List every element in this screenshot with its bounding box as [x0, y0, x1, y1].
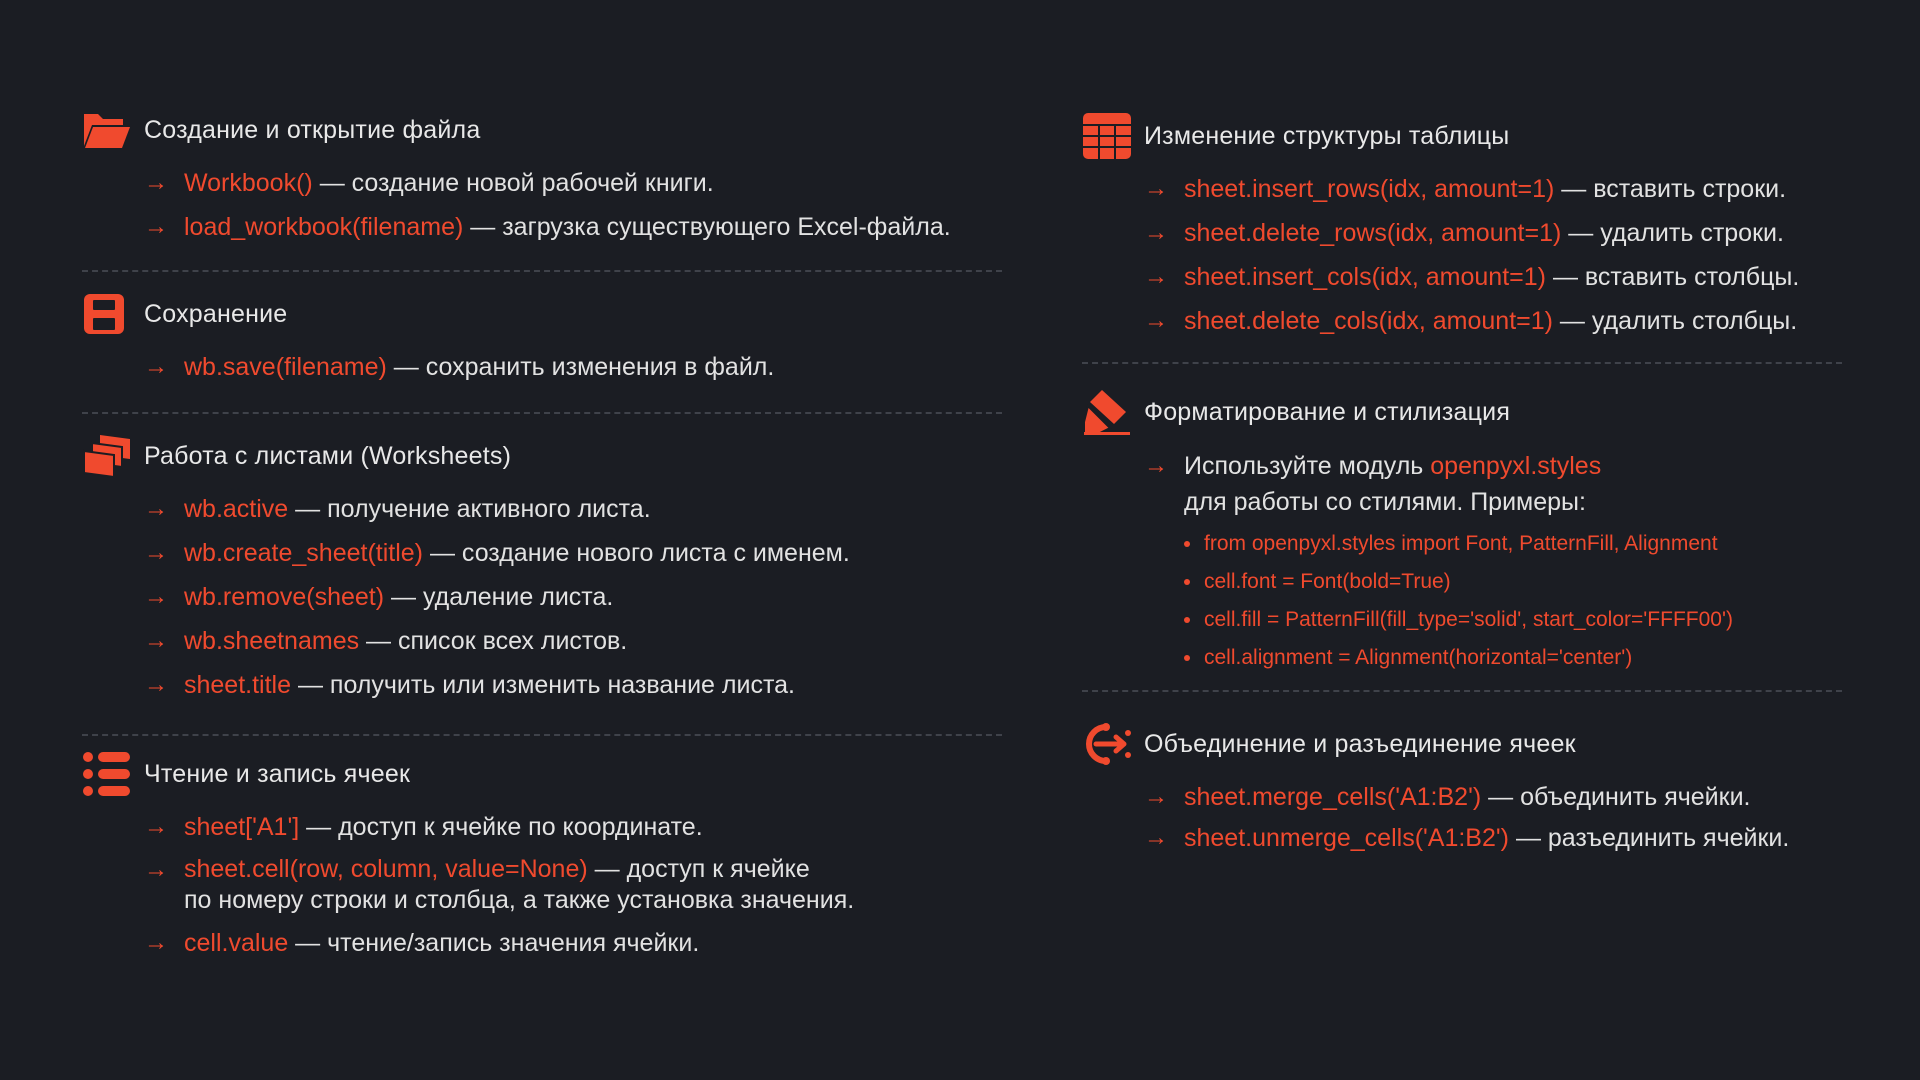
item-description: — удаление листа.	[384, 583, 614, 611]
code-snippet: cell.value	[184, 929, 289, 957]
item-description: — чтение/запись значения ячейки.	[288, 929, 700, 957]
code-snippet: Workbook()	[184, 169, 313, 197]
bullet-dot-icon	[1184, 655, 1190, 661]
section-title: Чтение и запись ячеек	[144, 759, 411, 788]
code-snippet: sheet.cell(row, column, value=None)	[184, 855, 588, 883]
arrow-icon: →	[144, 671, 168, 698]
section-header	[1082, 720, 1842, 768]
arrow-icon: →	[144, 583, 168, 610]
section-title: Форматирование и стилизация	[1144, 397, 1511, 426]
item-description: — создание новой рабочей книги.	[312, 169, 714, 197]
code-snippet: sheet.delete_cols(idx, amount=1)	[1184, 307, 1553, 335]
example-code: cell.alignment = Alignment(horizontal='center')	[1204, 646, 1633, 669]
table-grid-icon	[1082, 112, 1134, 160]
section-format	[1082, 388, 1842, 682]
list-item	[144, 668, 1002, 702]
example-item	[1184, 644, 1842, 672]
code-snippet: load_workbook(filename)	[184, 213, 464, 241]
item-description: — получить или изменить название листа.	[291, 671, 795, 699]
code-snippet: wb.remove(sheet)	[184, 583, 385, 611]
item-description: — доступ к ячейке	[587, 855, 810, 883]
stacked-sheets-icon	[82, 432, 134, 480]
arrow-icon: →	[144, 627, 168, 654]
item-description: — вставить столбцы.	[1546, 263, 1800, 291]
section-header	[82, 106, 1002, 154]
example-code: cell.font = Font(bold=True)	[1204, 570, 1451, 593]
arrow-icon: →	[1144, 452, 1168, 479]
list-item	[1144, 172, 1842, 206]
item-list	[1144, 172, 1842, 338]
section-divider	[1082, 362, 1842, 364]
item-description: — загрузка существующего Excel-файла.	[463, 213, 951, 241]
folder-icon	[82, 106, 134, 154]
list-item	[144, 536, 1002, 570]
example-code: from openpyxl.styles import Font, PatternFill, Alignment	[1204, 532, 1718, 555]
list-item	[144, 210, 1002, 244]
section-save	[82, 290, 1002, 394]
item-description: — объединить ячейки.	[1481, 783, 1751, 811]
merge-cells-icon	[1082, 720, 1134, 768]
arrow-icon: →	[1144, 307, 1168, 334]
arrow-icon: →	[1144, 175, 1168, 202]
list-item	[144, 580, 1002, 614]
code-snippet: sheet.title	[184, 671, 292, 699]
code-snippet: wb.create_sheet(title)	[184, 539, 424, 567]
item-list	[144, 350, 1002, 384]
section-merge	[1082, 720, 1842, 865]
list-item	[144, 926, 1002, 960]
list-item	[144, 810, 1002, 844]
code-snippet: sheet.insert_rows(idx, amount=1)	[1184, 175, 1555, 203]
section-title: Создание и открытие файла	[144, 115, 481, 144]
section-header	[1082, 388, 1842, 436]
list-item	[144, 854, 1002, 916]
bullet-dot-icon	[1184, 579, 1190, 585]
arrow-icon: →	[1144, 783, 1168, 810]
section-header	[1082, 112, 1842, 160]
item-description-continued: по номеру строки и столбца, а также установка значения.	[184, 886, 855, 914]
item-description: — сохранить изменения в файл.	[386, 353, 775, 381]
list-item	[144, 350, 1002, 384]
list-item	[1144, 304, 1842, 338]
code-snippet: sheet['A1']	[184, 813, 300, 841]
section-divider	[82, 270, 1002, 272]
item-list	[1144, 780, 1842, 855]
item-description: — разъединить ячейки.	[1509, 824, 1790, 852]
item-description: Используйте модуль	[1184, 452, 1431, 480]
section-title: Работа с листами (Worksheets)	[144, 441, 512, 470]
item-description: — удалить строки.	[1561, 219, 1784, 247]
item-description: — удалить столбцы.	[1552, 307, 1798, 335]
arrow-icon: →	[1144, 824, 1168, 851]
example-item	[1184, 568, 1842, 596]
list-item	[144, 492, 1002, 526]
example-item	[1184, 530, 1842, 558]
section-cells	[82, 750, 1002, 970]
section-divider	[1082, 690, 1842, 692]
section-file	[82, 106, 1002, 254]
item-description: — список всех листов.	[359, 627, 628, 655]
arrow-icon: →	[144, 813, 168, 840]
list-item	[1144, 216, 1842, 250]
section-title: Изменение структуры таблицы	[1144, 121, 1510, 150]
section-sheets	[82, 432, 1002, 712]
list-item	[144, 166, 1002, 200]
example-code: cell.fill = PatternFill(fill_type='solid', start_color='FFFF00')	[1204, 608, 1733, 631]
code-snippet: wb.save(filename)	[184, 353, 387, 381]
item-list	[144, 492, 1002, 702]
bullet-dot-icon	[1184, 617, 1190, 623]
item-description: — доступ к ячейке по координате.	[299, 813, 703, 841]
item-list	[1144, 448, 1842, 520]
section-header	[82, 432, 1002, 480]
example-item	[1184, 606, 1842, 634]
arrow-icon: →	[1144, 263, 1168, 290]
bullet-dot-icon	[1184, 541, 1190, 547]
section-title: Сохранение	[144, 299, 288, 328]
arrow-icon: →	[144, 353, 168, 380]
code-snippet: sheet.merge_cells('A1:B2')	[1184, 783, 1482, 811]
list-item	[1144, 821, 1842, 855]
arrow-icon: →	[1144, 219, 1168, 246]
code-snippet: openpyxl.styles	[1430, 452, 1602, 480]
item-description-continued: для работы со стилями. Примеры:	[1184, 488, 1586, 516]
list-item	[1144, 448, 1842, 520]
list-item	[144, 624, 1002, 658]
item-description: — получение активного листа.	[288, 495, 651, 523]
floppy-disk-icon	[82, 290, 134, 338]
code-snippet: sheet.unmerge_cells('A1:B2')	[1184, 824, 1509, 852]
section-header	[82, 750, 1002, 798]
code-snippet: wb.active	[184, 495, 289, 523]
paint-brush-icon	[1082, 388, 1134, 436]
section-divider	[82, 412, 1002, 414]
list-item	[1144, 260, 1842, 294]
code-snippet: sheet.delete_rows(idx, amount=1)	[1184, 219, 1562, 247]
arrow-icon: →	[144, 169, 168, 196]
arrow-icon: →	[144, 539, 168, 566]
arrow-icon: →	[144, 213, 168, 240]
section-header	[82, 290, 1002, 338]
section-title: Объединение и разъединение ячеек	[1144, 729, 1576, 758]
item-list	[144, 166, 1002, 244]
code-snippet: wb.sheetnames	[184, 627, 360, 655]
arrow-icon: →	[144, 856, 168, 883]
arrow-icon: →	[144, 929, 168, 956]
list-icon	[82, 750, 134, 798]
section-divider	[82, 734, 1002, 736]
item-description: — создание нового листа с именем.	[423, 539, 850, 567]
arrow-icon: →	[144, 495, 168, 522]
example-list	[1184, 530, 1842, 672]
list-item	[1144, 780, 1842, 814]
item-description: — вставить строки.	[1554, 175, 1787, 203]
section-structure	[1082, 112, 1842, 348]
item-list	[144, 810, 1002, 960]
code-snippet: sheet.insert_cols(idx, amount=1)	[1184, 263, 1546, 291]
